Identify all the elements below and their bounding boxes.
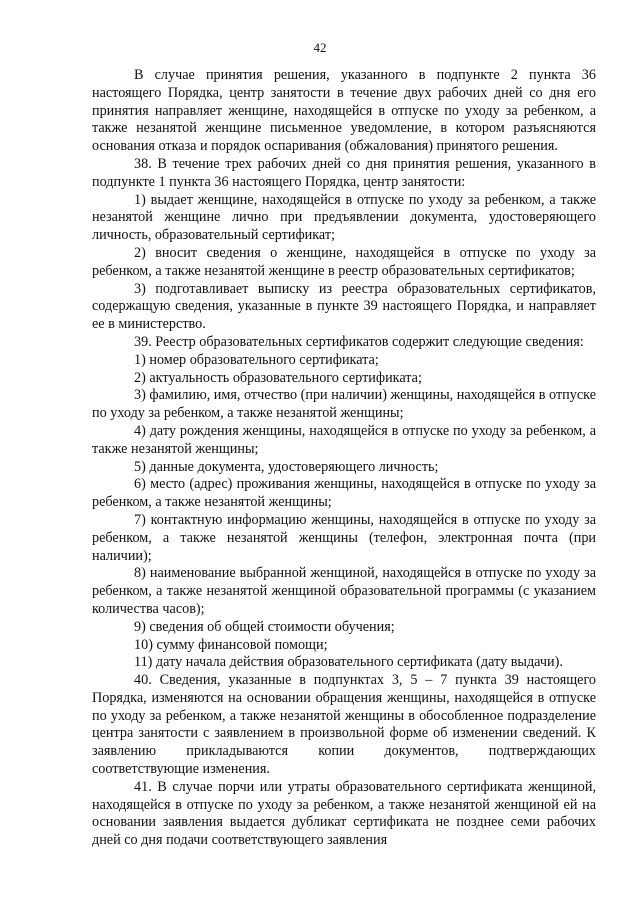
list-item: 1) выдает женщине, находящейся в отпуске по уходу за ребенком, а также незанятой женщине лично при предъявлении документа, удостоверяющего личность, образовательный сертификат; — [92, 191, 596, 244]
list-item: 6) место (адрес) проживания женщины, находящейся в отпуске по уходу за ребенком, а также незанятой женщины; — [92, 476, 596, 511]
paragraph: 40. Сведения, указанные в подпунктах 3, 5 – 7 пункта 39 настоящего Порядка, изменяются на основании обращения женщины, находящейся в отпуске по уходу за ребенком, а также незанятой женщины в обособленное подразделение центра занятости с заявлением в произвольной форме об изменении сведений. К заявлению прикладываются копии документов, подтверждающих соответствующие изменения. — [92, 672, 596, 778]
list-item: 2) вносит сведения о женщине, находящейся в отпуске по уходу за ребенком, а также незанятой женщине в реестр образовательных сертификатов; — [92, 244, 596, 279]
list-item: 10) сумму финансовой помощи; — [134, 636, 328, 653]
list-item: 5) данные документа, удостоверяющего личность; — [134, 458, 439, 475]
list-item: 8) наименование выбранной женщиной, находящейся в отпуске по уходу за ребенком, а также незанятой женщиной образовательной программы (с указанием количества часов); — [92, 565, 596, 617]
paragraph: 38. В течение трех рабочих дней со дня принятия решения, указанного в подпункте 1 пункта 36 настоящего Порядка, центр занятости: — [92, 155, 596, 190]
list-item: 1) номер образовательного сертификата; — [134, 351, 379, 368]
list-item: 3) фамилию, имя, отчество (при наличии) женщины, находящейся в отпуске по уходу за ребенком, а также незанятой женщины; — [92, 387, 596, 422]
paragraph: В случае принятия решения, указанного в подпункте 2 пункта 36 настоящего Порядка, центр занятости в течение двух рабочих дней со дня его принятия направляет женщине, находящейся в отпуске по уходу за ребенком, а также незанятой женщине письменное уведомление, в котором разъясняются основания отказа и порядок оспаривания (обжалования) принятого решения. — [92, 67, 596, 155]
paragraph: 41. В случае порчи или утраты образовательного сертификата женщиной, находящейся в отпуске по уходу за ребенком, а также незанятой женщиной ей на основании заявления выдается дубликат сертификата не позднее семи рабочих дней со дня подачи соответствующего заявления — [92, 778, 596, 849]
page-number: 42 — [313, 40, 327, 55]
paragraph: 39. Реестр образовательных сертификатов содержит следующие сведения: — [134, 333, 584, 350]
list-item: 9) сведения об общей стоимости обучения; — [134, 618, 395, 635]
list-item: 7) контактную информацию женщины, находящейся в отпуске по уходу за ребенком, а также незанятой женщины (телефон, электронная почта (при наличии); — [92, 511, 596, 564]
document-body — [92, 67, 596, 850]
list-item: 3) подготавливает выписку из реестра образовательных сертификатов, содержащую сведения, указанные в пункте 39 настоящего Порядка, и направляет ее в министерство. — [92, 280, 596, 333]
list-item: 11) дату начала действия образовательного сертификата (дату выдачи). — [134, 654, 563, 671]
list-item: 2) актуальность образовательного сертификата; — [134, 369, 422, 386]
list-item: 4) дату рождения женщины, находящейся в отпуске по уходу за ребенком, а также незанятой женщины; — [92, 422, 596, 457]
